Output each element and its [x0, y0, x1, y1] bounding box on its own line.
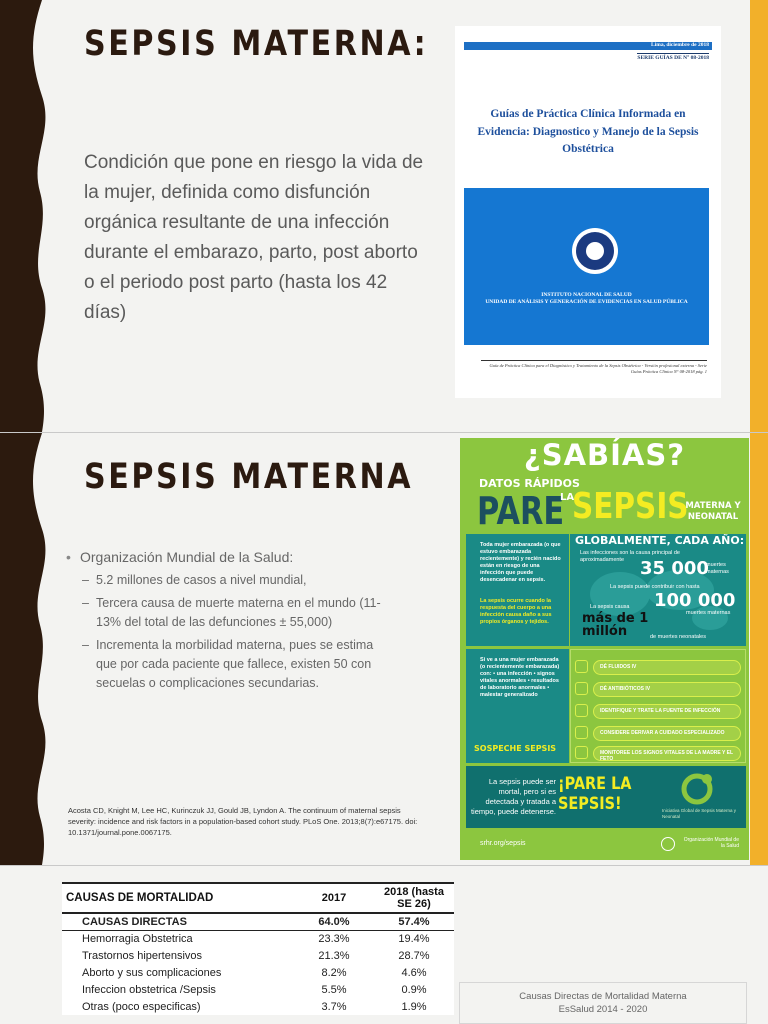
table-cell: 1.9%	[374, 998, 454, 1015]
action-pill: CONSIDERE DERIVAR A CUIDADO ESPECIALIZADO	[593, 726, 741, 741]
info-stat3-unit: de muertes neonatales	[650, 634, 706, 640]
cover-institute-name: INSTITUTO NACIONAL DE SALUD	[541, 292, 632, 298]
slide-3	[0, 866, 768, 1024]
info-sospeche: SOSPECHE SEPSIS	[474, 744, 557, 753]
definition-text: Condición que pone en riesgo la vida de la mujer, definida como disfunción orgánica resultante de una infección durante el embarazo, parto, post aborto o el periodo post parto (hasta los 42 días)	[84, 152, 424, 323]
caption-line-2: EsSalud 2014 - 2020	[558, 1004, 648, 1015]
action-pill: DÉ ANTIBIÓTICOS IV	[593, 682, 741, 697]
cover-footer: Guía de Práctica Clínica para el Diagnóstico y Tratamiento de la Sepsis Obstétrica - Versión profesional externa - Serie Guías Práctica Clínica N° 08-2018 pág. 1	[489, 363, 707, 374]
info-gloss: Iniciativa Global de Sepsis Materna y Neonatal	[662, 808, 737, 819]
table-row	[62, 998, 454, 1015]
gold-accent-bar	[750, 433, 768, 865]
who-facts-list	[66, 547, 386, 697]
table-header: CAUSAS DE MORTALIDAD	[62, 883, 294, 913]
table-row	[62, 913, 454, 930]
table-cell: 4.6%	[374, 964, 454, 981]
info-pare-la-sepsis: ¡PARE LA SEPSIS!	[558, 774, 632, 814]
table-cell: 28.7%	[374, 947, 454, 964]
decorative-wave-border	[0, 433, 50, 865]
cover-serie: SERIE GUÍAS DE N° 08-2018	[637, 55, 709, 61]
info-stat2-text: La sepsis puede contribuir con hasta	[610, 584, 700, 590]
table-cell: Otras (poco especificas)	[62, 998, 294, 1015]
gold-accent-bar	[750, 0, 768, 432]
info-mortal-text: La sepsis puede ser mortal, pero si es detectada y tratada a tiempo, puede detenerse.	[470, 777, 556, 816]
table-cell: Trastornos hipertensivos	[62, 947, 294, 964]
table-cell: 64.0%	[294, 913, 374, 930]
table-cell: 3.7%	[294, 998, 374, 1015]
slide-2	[0, 433, 768, 865]
info-intro2: La sepsis ocurre cuando la respuesta del cuerpo a una infección causa daño a sus propios órganos y tejidos.	[480, 598, 552, 625]
table-row	[62, 981, 454, 998]
info-stat1-num: 35 000	[640, 558, 709, 579]
cover-footer-rule	[481, 360, 707, 361]
antibiotics-icon	[575, 682, 588, 695]
action-pill: MONITOREE LOS SIGNOS VITALES DE LA MADRE Y EL FETO	[593, 746, 741, 761]
ins-seal-icon	[572, 228, 618, 274]
info-stat3-num: más de 1 millón	[582, 611, 649, 639]
info-stat3-text: La sepsis causa	[590, 604, 630, 610]
info-suspect-text: Si ve a una mujer embarazada (o recientemente embarazada) con: • una infección • signos vitales anormales • resultados de laboratorio anormales • malestar generalizado	[480, 657, 560, 698]
table-cell: 57.4%	[374, 913, 454, 930]
table-caption	[459, 982, 747, 1024]
info-pare: PARE	[477, 489, 565, 533]
list-item: – 5.2 millones de casos a nivel mundial,	[82, 571, 386, 590]
info-stat1-text: Las infecciones son la causa principal de aproximadamente	[580, 550, 680, 563]
info-stat2-unit: muertes maternas	[686, 610, 731, 616]
table-cell: 21.3%	[294, 947, 374, 964]
info-stat1-unit: muertes maternas	[706, 562, 729, 575]
table-row	[62, 930, 454, 947]
info-oms: Organización Mundial de la Salud	[683, 837, 739, 849]
info-intro: Toda mujer embarazada (o que estuvo embarazada recientemente) y recién nacido están en riesgo de una infección que puede desencadenar en sepsis.	[480, 542, 561, 583]
table-header: 2018 (hasta SE 26)	[374, 883, 454, 913]
infection-source-icon	[575, 704, 588, 717]
cover-date: Lima, diciembre de 2018	[651, 42, 709, 48]
table-cell: Aborto y sus complicaciones	[62, 964, 294, 981]
action-pill: DÉ FLUIDOS IV	[593, 660, 741, 675]
cover-institute-unit: UNIDAD DE ANÁLISIS Y GENERACIÓN DE EVIDENCIAS EN SALUD PÚBLICA	[485, 299, 688, 305]
info-materna-neonatal: MATERNA Y NEONATAL	[685, 501, 741, 522]
slide-title: SEPSIS MATERNA:	[84, 24, 429, 64]
info-intro-panel	[466, 534, 569, 646]
table-cell: Hemorragia Obstetrica	[62, 930, 294, 947]
gloss-logo-icon	[680, 772, 714, 806]
info-la: LA	[560, 492, 575, 503]
vital-signs-icon	[575, 746, 588, 759]
cover-title: Guías de Práctica Clínica Informada en Evidencia: Diagnostico y Manejo de la Sepsis Obstétrica	[477, 108, 699, 155]
cover-blue-panel	[464, 188, 709, 345]
list-item: – Tercera causa de muerte materna en el mundo (11-13% del total de las defunciones ± 55,000)	[82, 594, 386, 632]
action-pill: IDENTIFIQUE Y TRATE LA FUENTE DE INFECCIÓN	[593, 704, 741, 719]
list-item: – Incrementa la morbilidad materna, pues se estima que por cada paciente que fallece, existen 50 con secuelas o complicaciones secundarias.	[82, 636, 386, 693]
iv-fluids-icon	[575, 660, 588, 673]
table-cell: 19.4%	[374, 930, 454, 947]
table-row	[62, 947, 454, 964]
guide-cover-image	[455, 26, 721, 398]
table-cell: 5.5%	[294, 981, 374, 998]
list-heading: • Organización Mundial de la Salud:	[66, 547, 386, 567]
table-row	[62, 964, 454, 981]
caption-line-1: Causas Directas de Mortalidad Materna	[519, 991, 687, 1002]
info-footer	[460, 830, 749, 860]
info-stat2-num: 100 000	[654, 590, 736, 611]
table-cell: CAUSAS DIRECTAS	[62, 913, 294, 930]
info-global-title: GLOBALMENTE, CADA AÑO:	[575, 534, 745, 547]
table-cell: 8.2%	[294, 964, 374, 981]
slide-1	[0, 0, 768, 432]
info-datos: DATOS RÁPIDOS	[479, 477, 580, 490]
table-cell: 0.9%	[374, 981, 454, 998]
info-sabias: ¿SABÍAS?	[523, 438, 686, 472]
citation: Acosta CD, Knight M, Lee HC, Kurinczuk JJ, Gould JB, Lyndon A. The continuum of maternal sepsis severity: incidence and risk factors in a population-based cohort study. PLoS One. 2013;8(7):e67175. doi: 10.1371/journal.pone.0067175.	[68, 806, 418, 837]
cover-institute	[470, 292, 703, 306]
table-header: 2017	[294, 883, 374, 913]
info-sepsis: SEPSIS	[572, 486, 689, 527]
decorative-wave-border	[0, 0, 50, 432]
referral-icon	[575, 726, 588, 739]
slide-title: SEPSIS MATERNA	[84, 457, 414, 497]
sepsis-infographic	[460, 438, 749, 860]
mortality-table	[62, 882, 454, 1015]
info-actions-panel	[570, 649, 746, 763]
info-url: srhr.org/sepsis	[480, 840, 526, 847]
table-cell: 23.3%	[294, 930, 374, 947]
table-cell: Infeccion obstetrica /Sepsis	[62, 981, 294, 998]
who-logo-icon	[661, 837, 675, 851]
